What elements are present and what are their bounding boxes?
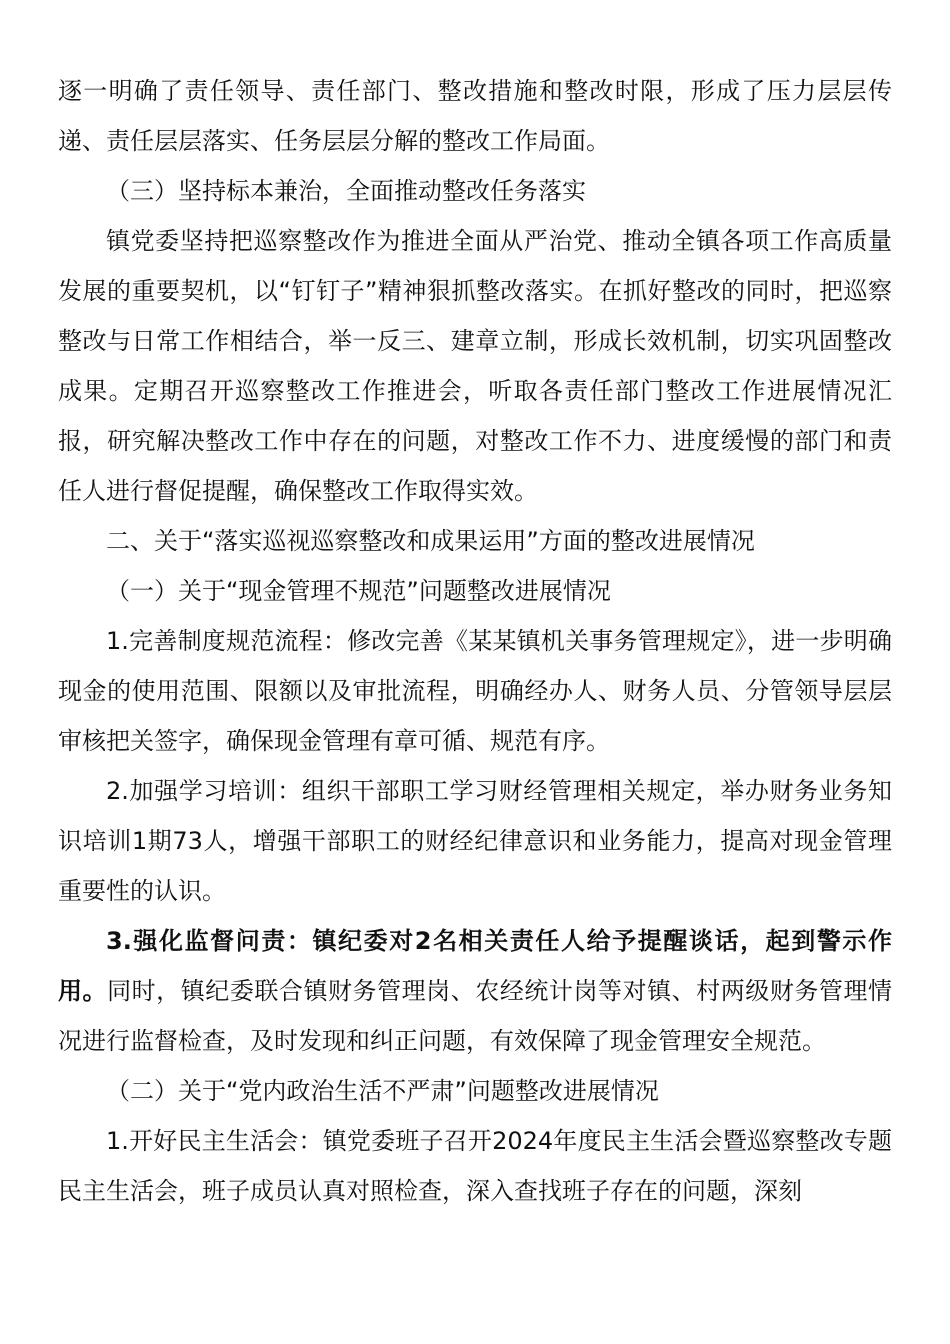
list-item-1: 1.完善制度规范流程：修改完善《某某镇机关事务管理规定》，进一步明确现金的使用范围、限额以及审批流程，明确经办人、财务人员、分管领导层层审核把关签字，确保现金管理有章可循、规范有序。 [58, 627, 892, 755]
list-item-3 [58, 916, 892, 1066]
subsection-heading-2: （二）关于“党内政治生活不严肃”问题整改进展情况 [106, 1077, 659, 1105]
list-item-1b: 1.开好民主生活会：镇党委班子召开2024年度民主生活会暨巡察整改专题民主生活会，班子成员认真对照检查，深入查找班子存在的问题，深刻 [58, 1127, 892, 1205]
paragraph: 镇党委坚持把巡察整改作为推进全面从严治党、推动全镇各项工作高质量发展的重要契机，以“钉钉子”精神狠抓整改落实。在抓好整改的同时，把巡察整改与日常工作相结合，举一反三、建章立制，形成长效机制，切实巩固整改成果。定期召开巡察整改工作推进会，听取各责任部门整改工作进展情况汇报，研究解决整改工作中存在的问题，对整改工作不力、进度缓慢的部门和责任人进行督促提醒，确保整改工作取得实效。 [58, 227, 892, 505]
list-item-3-bold-lead: 3.强化监督问责：镇纪委对2名相关责任人给予提醒谈话，起到警示作用。 [58, 927, 892, 1005]
document-body [58, 66, 892, 1216]
subsection-heading-1: （一）关于“现金管理不规范”问题整改进展情况 [106, 577, 611, 605]
chapter-heading-2: 二、关于“落实巡视巡察整改和成果运用”方面的整改进展情况 [106, 527, 755, 555]
list-item-2: 2.加强学习培训：组织干部职工学习财经管理相关规定，举办财务业务知识培训1期73人，增强干部职工的财经纪律意识和业务能力，提高对现金管理重要性的认识。 [58, 777, 892, 905]
list-item-3-text: 同时，镇纪委联合镇财务管理岗、农经统计岗等对镇、村两级财务管理情况进行监督检查，及时发现和纠正问题，有效保障了现金管理安全规范。 [58, 977, 893, 1055]
paragraph-continued: 逐一明确了责任领导、责任部门、整改措施和整改时限，形成了压力层层传递、责任层层落实、任务层层分解的整改工作局面。 [58, 77, 892, 155]
section-heading-3: （三）坚持标本兼治，全面推动整改任务落实 [106, 177, 586, 205]
